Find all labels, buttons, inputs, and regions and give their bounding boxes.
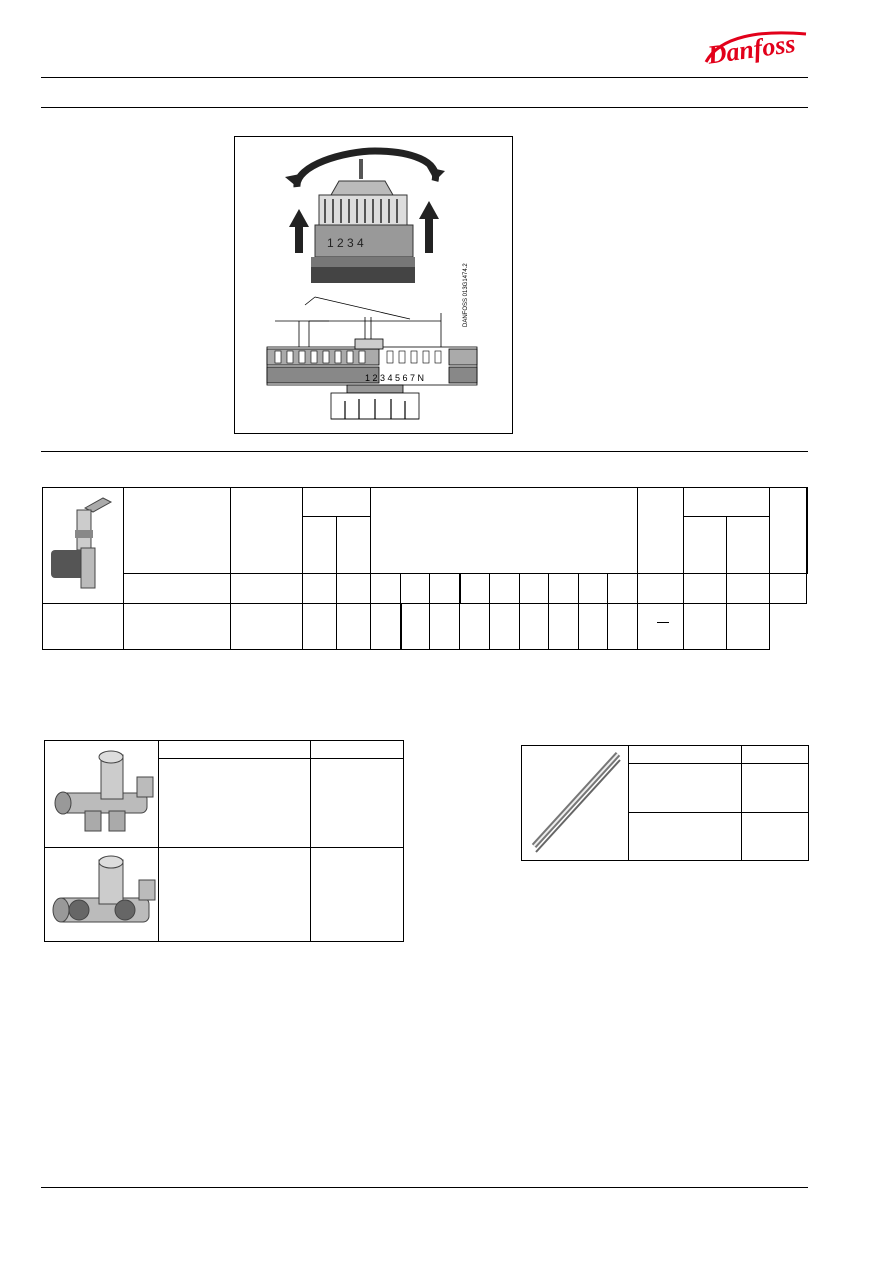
cell [727,573,770,603]
cell [742,812,809,860]
cell [608,573,638,603]
cell [490,604,520,650]
cell [303,516,337,573]
cell [371,604,401,650]
cell [303,604,337,650]
cell [579,604,608,650]
cell [159,759,311,848]
svg-text:Danfoss: Danfoss [705,28,798,70]
cell [638,488,684,574]
cell [608,604,638,650]
fitting-photo-2 [45,848,159,942]
cell [231,604,303,650]
cell [629,746,742,764]
cell [371,573,401,603]
cell [231,573,303,603]
cell [638,573,684,603]
cell [549,604,579,650]
pipe-table [521,745,809,861]
cell [124,604,231,650]
cell [371,488,638,574]
cell [742,764,809,812]
cell [311,759,404,848]
cell [770,573,807,603]
fitting-photo-1 [45,741,159,848]
cell [337,573,371,603]
cell [159,741,311,759]
cell [807,488,808,574]
main-spec-table [42,487,808,650]
drawing-ref: DANFOSS 013G1474.2 [463,263,469,327]
pipe-photo [522,746,629,861]
cell [303,573,337,603]
presetting-figure [234,136,513,434]
header-rule [41,77,808,78]
cell [742,746,809,764]
cell [520,573,549,603]
valve-photo [43,488,124,604]
footnote-mark [657,622,669,623]
cell [460,604,490,650]
cell [430,604,460,650]
cell [579,573,608,603]
scale-digits-bottom: 1 2 3 4 5 6 7 N [365,373,425,383]
cell [520,604,549,650]
fittings-table [44,740,404,942]
cell [311,848,404,942]
cell [770,488,807,574]
cell [401,573,430,603]
cell [337,516,371,573]
scale-digits-top: 1 2 3 4 [327,236,364,250]
cell [430,573,460,603]
cell [549,573,579,603]
footer-rule [41,1187,808,1188]
valve-head [311,159,415,283]
cell [727,516,770,573]
cell [684,604,727,650]
cell [337,604,371,650]
cell [460,573,490,603]
cell [311,741,404,759]
cell [684,488,770,517]
cell [727,604,770,650]
cell [401,604,430,650]
section-rule-bottom [41,451,808,452]
cell [638,604,684,650]
cell [231,488,303,574]
cell [43,604,124,650]
section-rule-top [41,107,808,108]
cell [490,573,520,603]
cell [684,516,727,573]
cell [159,848,311,942]
cell [629,764,742,812]
danfoss-logo [700,24,812,72]
cell [124,488,231,574]
cell [303,488,371,517]
cell [684,573,727,603]
cell [124,573,231,603]
cell [629,812,742,860]
